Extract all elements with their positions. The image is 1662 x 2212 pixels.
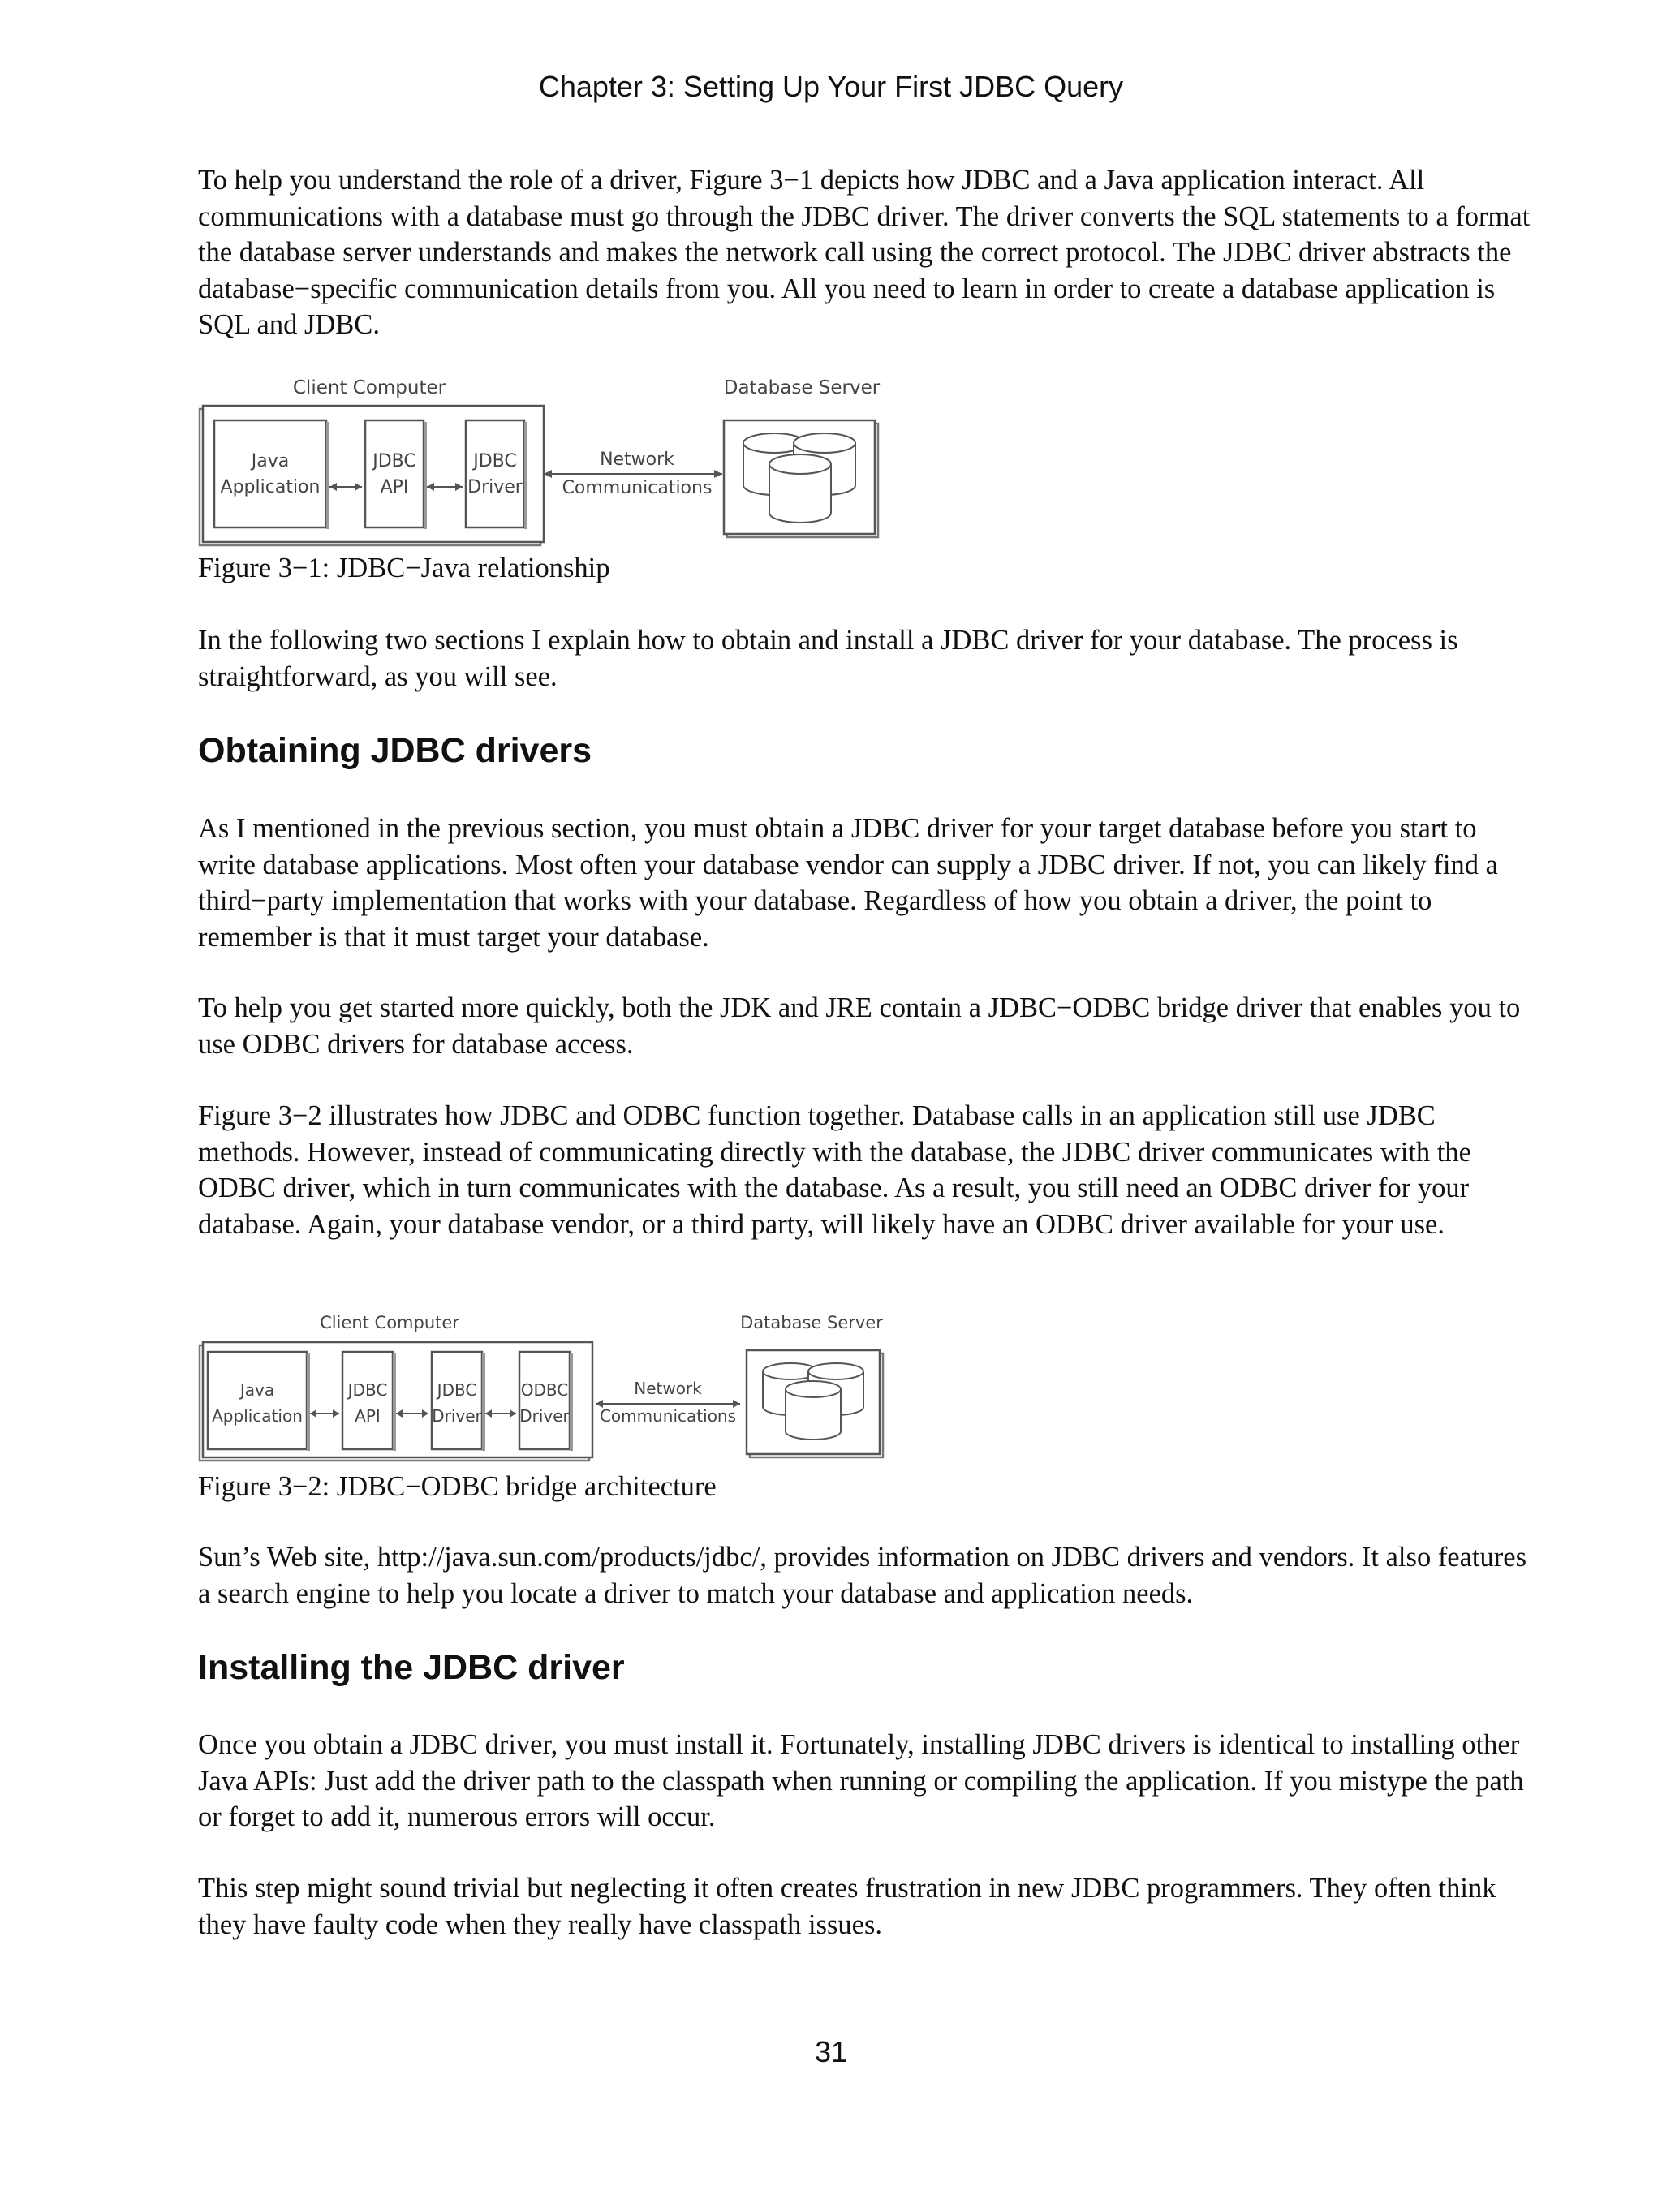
jdbc-api-label-2: API xyxy=(355,1406,381,1426)
page-number: 31 xyxy=(814,2035,848,2068)
jdbc-driver-label-1: JDBC xyxy=(437,1380,477,1400)
figure-1-diagram xyxy=(195,375,893,553)
database-server-label: Database Server xyxy=(723,377,881,398)
client-computer-label: Client Computer xyxy=(292,377,446,398)
network-label-1: Network xyxy=(600,450,674,470)
jdbc-driver-box xyxy=(466,420,524,527)
jdbc-api-label-2: API xyxy=(380,477,409,497)
heading-obtaining-drivers: Obtaining JDBC drivers xyxy=(198,731,592,770)
java-application-box xyxy=(214,420,326,527)
paragraph-install-driver: Once you obtain a JDBC driver, you must install it. Fortunately, installing JDBC drivers is identical to installing other Java APIs: Just add the driver path to the classpath when running or compiling the application. If you mistype the path or forget to add it, numerous errors will occur. xyxy=(198,1729,1524,1832)
jdbc-driver-box xyxy=(432,1352,482,1449)
odbc-driver-box xyxy=(519,1352,570,1449)
figure-2-caption: Figure 3−2: JDBC−ODBC bridge architecture xyxy=(198,1471,717,1502)
java-application-label-2: Application xyxy=(212,1406,303,1426)
jdbc-driver-label-2: Driver xyxy=(467,477,523,497)
jdbc-api-label-1: JDBC xyxy=(372,451,416,471)
network-label-2: Communications xyxy=(599,1406,737,1426)
jdbc-driver-label-1: JDBC xyxy=(473,451,517,471)
database-server-label: Database Server xyxy=(740,1313,883,1332)
odbc-driver-label-2: Driver xyxy=(519,1406,570,1426)
jdbc-api-box xyxy=(365,420,424,527)
paragraph-bridge-driver: To help you get started more quickly, both the JDK and JRE contain a JDBC−ODBC bridge driver that enables you to use ODBC drivers for database access. xyxy=(198,992,1521,1060)
jdbc-api-box xyxy=(342,1352,393,1449)
network-label-1: Network xyxy=(634,1379,702,1398)
paragraph-classpath-issues: This step might sound trivial but neglecting it often creates frustration in new JDBC programmers. They often think they have faulty code when they really have classpath issues. xyxy=(198,1873,1496,1940)
paragraph-sun-website: Sun’s Web site, http://java.sun.com/products/jdbc/, provides information on JDBC drivers and vendors. It also features a search engine to help you locate a driver to match your database and application needs. xyxy=(198,1542,1526,1609)
jdbc-driver-label-2: Driver xyxy=(432,1406,482,1426)
running-header: Chapter 3: Setting Up Your First JDBC Query xyxy=(538,70,1124,103)
figure-2-diagram xyxy=(195,1311,893,1465)
figure-jdbc-java-relationship xyxy=(195,375,893,557)
java-application-label-2: Application xyxy=(220,477,321,497)
java-application-label-1: Java xyxy=(239,1380,275,1400)
java-application-label-1: Java xyxy=(251,451,290,471)
paragraph-jdbc-odbc: Figure 3−2 illustrates how JDBC and ODBC function together. Database calls in an application still use JDBC methods. However, instead of communicating directly with the database, the JDBC driver communicates with the ODBC driver, which in turn communicates with the database. As a result, you still need an ODBC driver for your database. Again, your database vendor, or a third party, will likely have an ODBC driver available for your use. xyxy=(198,1100,1471,1240)
paragraph-driver-role: To help you understand the role of a driver, Figure 3−1 depicts how JDBC and a Java application interact. All communications with a database must go through the JDBC driver. The driver converts the SQL statements to a format the database server understands and makes the network call using the correct protocol. The JDBC driver abstracts the database−specific communication details from you. All you need to learn in order to create a database application is SQL and JDBC. xyxy=(198,165,1531,340)
jdbc-api-label-1: JDBC xyxy=(347,1380,388,1400)
paragraph-sections-intro: In the following two sections I explain how to obtain and install a JDBC driver for your database. The process is straightforward, as you will see. xyxy=(198,625,1458,692)
heading-installing-driver: Installing the JDBC driver xyxy=(198,1648,625,1687)
odbc-driver-label-1: ODBC xyxy=(520,1380,569,1400)
network-label-2: Communications xyxy=(562,478,713,498)
client-computer-label: Client Computer xyxy=(320,1313,459,1332)
figure-1-caption: Figure 3−1: JDBC−Java relationship xyxy=(198,553,610,583)
figure-jdbc-odbc-bridge xyxy=(195,1311,893,1470)
paragraph-obtain-driver: As I mentioned in the previous section, you must obtain a JDBC driver for your target database before you start to write database applications. Most often your database vendor can supply a JDBC driver. If not, you can likely find a third−party implementation that works with your database. Regardless of how you obtain a driver, the point to remember is that it must target your database. xyxy=(198,813,1498,953)
java-application-box xyxy=(208,1352,307,1449)
